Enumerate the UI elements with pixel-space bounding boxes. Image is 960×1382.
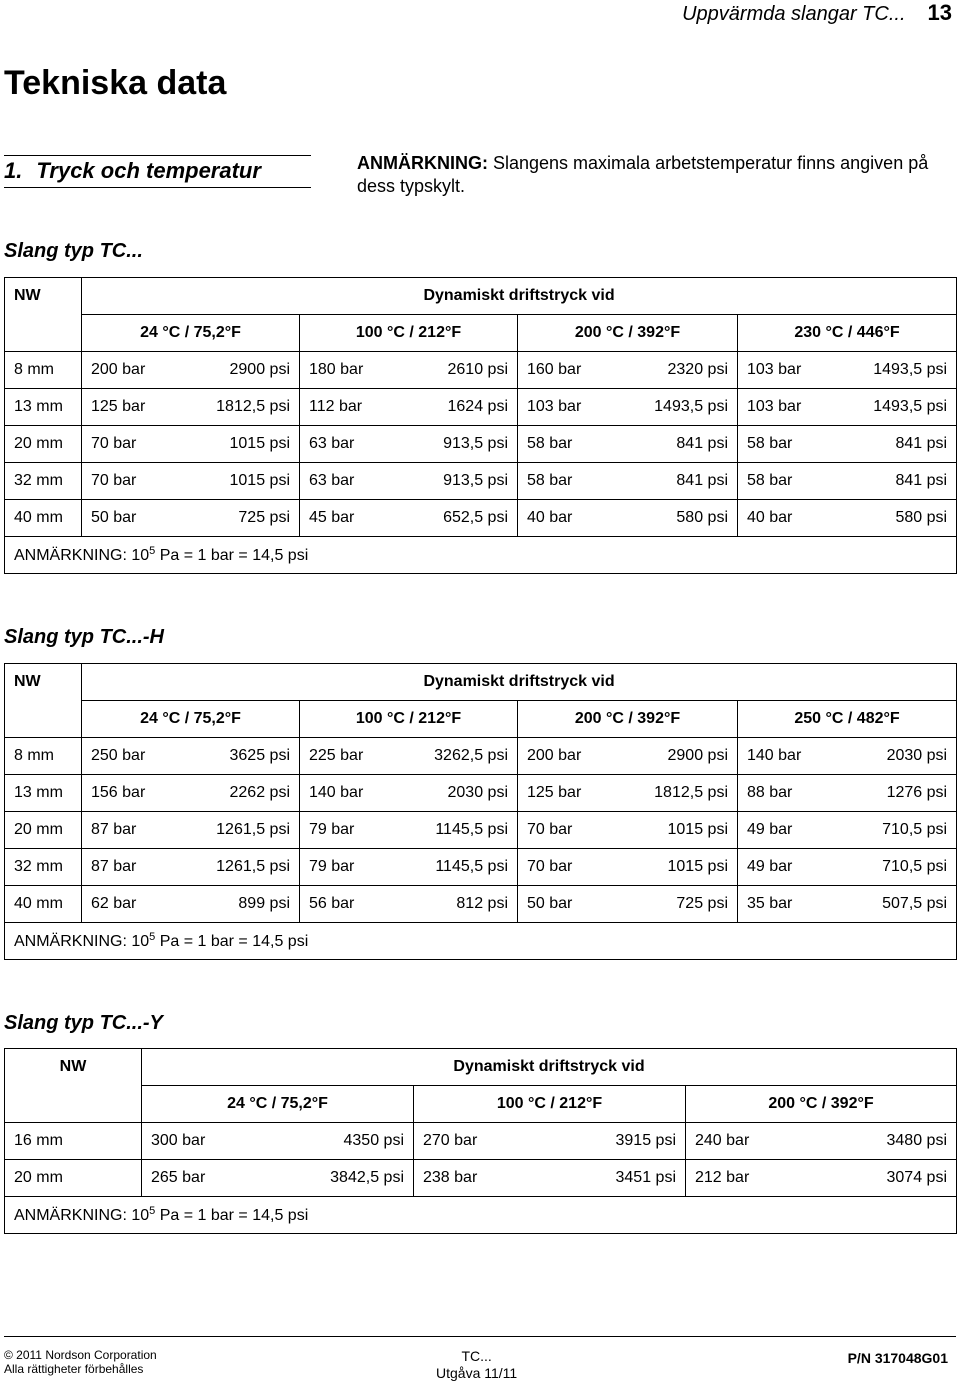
cell-bar: 265 bar: [142, 1160, 278, 1197]
table2-nw-header: NW: [5, 664, 82, 701]
cell-nw: 13 mm: [5, 775, 82, 812]
footer-center: [436, 1348, 517, 1382]
cell-psi: 3074 psi: [822, 1160, 957, 1197]
cell-bar: 63 bar: [300, 463, 409, 500]
table1-temp-2: 100 °C / 212°F: [300, 315, 518, 352]
cell-bar: 70 bar: [518, 812, 628, 849]
pressure-table-tc-y: [4, 1048, 957, 1234]
pressure-table-tc: [4, 277, 957, 574]
table1-temp-1: 24 °C / 75,2°F: [82, 315, 300, 352]
part-number: P/N 317048G01: [847, 1350, 948, 1366]
cell-bar: 79 bar: [300, 849, 409, 886]
table-row: [5, 812, 957, 849]
table2-temp-4: 250 °C / 482°F: [738, 701, 957, 738]
table-row: [5, 500, 957, 537]
section-heading: [4, 158, 261, 184]
cell-bar: 79 bar: [300, 812, 409, 849]
note-label: ANMÄRKNING:: [357, 153, 488, 173]
cell-bar: 35 bar: [738, 886, 847, 923]
cell-bar: 140 bar: [738, 738, 847, 775]
cell-bar: 56 bar: [300, 886, 409, 923]
cell-psi: 1493,5 psi: [628, 389, 738, 426]
cell-bar: 103 bar: [738, 389, 847, 426]
cell-psi: 1812,5 psi: [191, 389, 300, 426]
table1-nw-header: NW: [5, 278, 82, 315]
cell-psi: 1493,5 psi: [847, 352, 957, 389]
unit-note-exponent: 5: [149, 1205, 156, 1217]
cell-bar: 50 bar: [518, 886, 628, 923]
table-row: [5, 352, 957, 389]
pressure-table-tc-h: [4, 663, 957, 960]
table2-temp-1: 24 °C / 75,2°F: [82, 701, 300, 738]
cell-bar: 87 bar: [82, 849, 191, 886]
cell-bar: 180 bar: [300, 352, 409, 389]
cell-bar: 112 bar: [300, 389, 409, 426]
table1-group-header: Dynamiskt driftstryck vid: [82, 278, 957, 315]
running-header: [682, 0, 952, 26]
cell-nw: 20 mm: [5, 812, 82, 849]
cell-psi: 913,5 psi: [409, 463, 518, 500]
cell-bar: 270 bar: [414, 1123, 550, 1160]
section-rule-top: [4, 155, 311, 156]
note-text: Slangens maximala arbetstemperatur finns angiven på dess typskylt.: [357, 153, 929, 196]
cell-bar: 238 bar: [414, 1160, 550, 1197]
table1-nw-blank: [5, 315, 82, 352]
temperature-note: [357, 152, 947, 198]
cell-bar: 58 bar: [518, 426, 628, 463]
table3-caption: Slang typ TC...-Y: [4, 1012, 163, 1034]
unit-note-suffix: Pa = 1 bar = 14,5 psi: [155, 1207, 309, 1224]
cell-bar: 62 bar: [82, 886, 191, 923]
cell-bar: 212 bar: [686, 1160, 822, 1197]
table1-temp-3: 200 °C / 392°F: [518, 315, 738, 352]
cell-psi: 1145,5 psi: [409, 812, 518, 849]
cell-psi: 2030 psi: [847, 738, 957, 775]
table-row: [5, 775, 957, 812]
table2-nw-blank: [5, 701, 82, 738]
section-rule-bottom: [4, 187, 311, 188]
cell-psi: 2030 psi: [409, 775, 518, 812]
cell-bar: 125 bar: [82, 389, 191, 426]
cell-bar: 58 bar: [738, 463, 847, 500]
cell-bar: 125 bar: [518, 775, 628, 812]
table-row: [5, 1160, 957, 1197]
cell-psi: 3625 psi: [191, 738, 300, 775]
cell-nw: 8 mm: [5, 738, 82, 775]
cell-bar: 49 bar: [738, 849, 847, 886]
cell-bar: 200 bar: [82, 352, 191, 389]
cell-psi: 812 psi: [409, 886, 518, 923]
cell-bar: 250 bar: [82, 738, 191, 775]
cell-psi: 1015 psi: [628, 812, 738, 849]
table2-group-header: Dynamiskt driftstryck vid: [82, 664, 957, 701]
cell-psi: 1624 psi: [409, 389, 518, 426]
table-row: [5, 463, 957, 500]
cell-psi: 1812,5 psi: [628, 775, 738, 812]
table3-group-header: Dynamiskt driftstryck vid: [142, 1049, 957, 1086]
table3-unit-note: [5, 1197, 957, 1234]
cell-psi: 1015 psi: [628, 849, 738, 886]
running-header-title: Uppvärmda slangar TC...: [682, 3, 906, 25]
cell-bar: 58 bar: [738, 426, 847, 463]
table-row: [5, 1123, 957, 1160]
table2-caption: Slang typ TC...-H: [4, 626, 164, 648]
cell-psi: 1261,5 psi: [191, 849, 300, 886]
unit-note-prefix: ANMÄRKNING: 10: [14, 547, 150, 564]
section-title: Tryck och temperatur: [36, 158, 261, 183]
cell-nw: 40 mm: [5, 500, 82, 537]
table-row: [5, 849, 957, 886]
cell-nw: 40 mm: [5, 886, 82, 923]
cell-psi: 1015 psi: [191, 463, 300, 500]
cell-nw: 20 mm: [5, 426, 82, 463]
cell-psi: 1145,5 psi: [409, 849, 518, 886]
rights-reserved: Alla rättigheter förbehålles: [4, 1362, 144, 1376]
cell-bar: 70 bar: [518, 849, 628, 886]
cell-nw: 16 mm: [5, 1123, 142, 1160]
cell-psi: 725 psi: [628, 886, 738, 923]
table3-nw-blank: [5, 1086, 142, 1123]
table1-temp-4: 230 °C / 446°F: [738, 315, 957, 352]
cell-bar: 103 bar: [738, 352, 847, 389]
cell-bar: 300 bar: [142, 1123, 278, 1160]
cell-psi: 841 psi: [628, 463, 738, 500]
cell-bar: 87 bar: [82, 812, 191, 849]
table1-caption: Slang typ TC...: [4, 240, 143, 262]
table-row: [5, 389, 957, 426]
cell-psi: 710,5 psi: [847, 812, 957, 849]
unit-note-exponent: 5: [149, 931, 156, 943]
cell-psi: 3915 psi: [550, 1123, 686, 1160]
cell-bar: 70 bar: [82, 463, 191, 500]
cell-bar: 156 bar: [82, 775, 191, 812]
table3-nw-header: NW: [5, 1049, 142, 1086]
table2-temp-2: 100 °C / 212°F: [300, 701, 518, 738]
cell-psi: 3842,5 psi: [278, 1160, 414, 1197]
cell-bar: 58 bar: [518, 463, 628, 500]
table-row: [5, 738, 957, 775]
cell-bar: 225 bar: [300, 738, 409, 775]
cell-bar: 50 bar: [82, 500, 191, 537]
cell-nw: 32 mm: [5, 849, 82, 886]
document-name: TC...: [461, 1348, 492, 1364]
cell-bar: 240 bar: [686, 1123, 822, 1160]
cell-nw: 13 mm: [5, 389, 82, 426]
cell-psi: 580 psi: [847, 500, 957, 537]
cell-psi: 580 psi: [628, 500, 738, 537]
cell-psi: 841 psi: [847, 463, 957, 500]
cell-psi: 841 psi: [628, 426, 738, 463]
cell-bar: 88 bar: [738, 775, 847, 812]
cell-psi: 507,5 psi: [847, 886, 957, 923]
table-row: [5, 426, 957, 463]
cell-psi: 2610 psi: [409, 352, 518, 389]
footer-left: [4, 1348, 157, 1376]
cell-bar: 49 bar: [738, 812, 847, 849]
cell-nw: 8 mm: [5, 352, 82, 389]
cell-psi: 710,5 psi: [847, 849, 957, 886]
cell-psi: 3451 psi: [550, 1160, 686, 1197]
table-row: [5, 886, 957, 923]
page-number: 13: [927, 0, 952, 25]
cell-psi: 1493,5 psi: [847, 389, 957, 426]
table3-temp-2: 100 °C / 212°F: [414, 1086, 686, 1123]
cell-psi: 2320 psi: [628, 352, 738, 389]
cell-psi: 3262,5 psi: [409, 738, 518, 775]
cell-bar: 40 bar: [738, 500, 847, 537]
unit-note-prefix: ANMÄRKNING: 10: [14, 1207, 150, 1224]
cell-psi: 841 psi: [847, 426, 957, 463]
cell-psi: 1261,5 psi: [191, 812, 300, 849]
cell-bar: 40 bar: [518, 500, 628, 537]
cell-psi: 899 psi: [191, 886, 300, 923]
unit-note-exponent: 5: [149, 545, 156, 557]
unit-note-prefix: ANMÄRKNING: 10: [14, 933, 150, 950]
table3-temp-3: 200 °C / 392°F: [686, 1086, 957, 1123]
section-number: 1.: [4, 158, 23, 183]
cell-nw: 20 mm: [5, 1160, 142, 1197]
cell-bar: 45 bar: [300, 500, 409, 537]
cell-bar: 140 bar: [300, 775, 409, 812]
table2-unit-note: [5, 923, 957, 960]
cell-bar: 63 bar: [300, 426, 409, 463]
cell-psi: 2900 psi: [628, 738, 738, 775]
unit-note-suffix: Pa = 1 bar = 14,5 psi: [155, 547, 309, 564]
page-title: Tekniska data: [4, 64, 227, 102]
cell-bar: 200 bar: [518, 738, 628, 775]
footer-rule: [4, 1336, 956, 1337]
cell-psi: 2900 psi: [191, 352, 300, 389]
table2-temp-3: 200 °C / 392°F: [518, 701, 738, 738]
cell-psi: 3480 psi: [822, 1123, 957, 1160]
cell-psi: 1276 psi: [847, 775, 957, 812]
table3-temp-1: 24 °C / 75,2°F: [142, 1086, 414, 1123]
edition: Utgåva 11/11: [436, 1365, 518, 1381]
cell-psi: 4350 psi: [278, 1123, 414, 1160]
cell-bar: 70 bar: [82, 426, 191, 463]
copyright: © 2011 Nordson Corporation: [4, 1348, 157, 1362]
cell-psi: 2262 psi: [191, 775, 300, 812]
cell-psi: 725 psi: [191, 500, 300, 537]
cell-psi: 1015 psi: [191, 426, 300, 463]
cell-psi: 913,5 psi: [409, 426, 518, 463]
cell-psi: 652,5 psi: [409, 500, 518, 537]
unit-note-suffix: Pa = 1 bar = 14,5 psi: [155, 933, 309, 950]
cell-nw: 32 mm: [5, 463, 82, 500]
cell-bar: 103 bar: [518, 389, 628, 426]
table1-unit-note: [5, 537, 957, 574]
cell-bar: 160 bar: [518, 352, 628, 389]
